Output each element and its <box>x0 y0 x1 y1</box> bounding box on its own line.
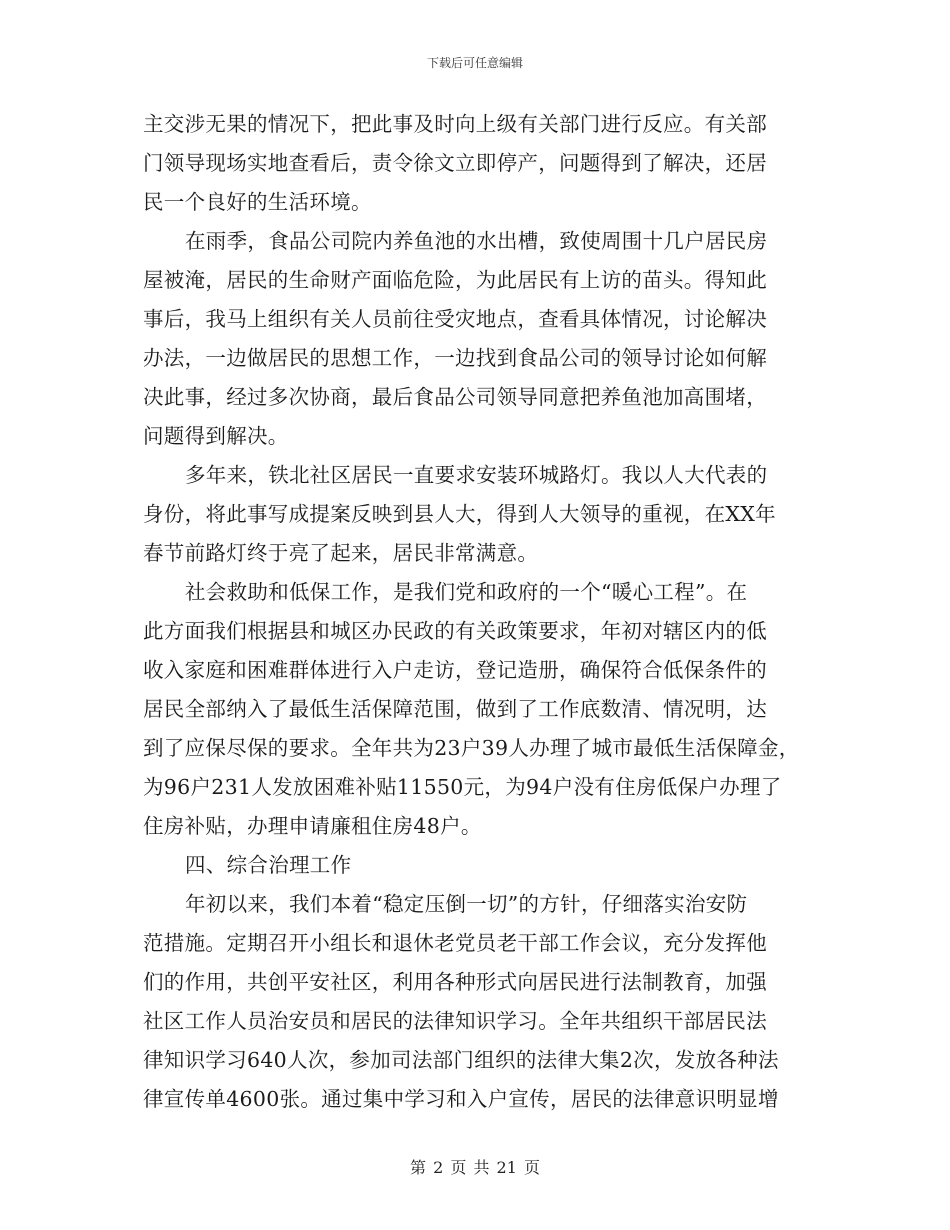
text-line: 身份，将此事写成提案反映到县人大，得到人大领导的重视，在XX年 <box>143 502 776 526</box>
text-line: 为96户231人发放困难补贴11550元，为94户没有住房低保户办理了 <box>143 775 782 799</box>
paragraph-start-line: 年初以来，我们本着“稳定压倒一切”的方针，仔细落实治安防 <box>185 892 748 916</box>
text-line: 春节前路灯终于亮了起来，居民非常满意。 <box>143 541 539 565</box>
text-line: 住房补贴，办理申请廉租住房48户。 <box>143 814 482 838</box>
text-line: 事后，我马上组织有关人员前往受灾地点，查看具体情况，讨论解决 <box>143 307 767 331</box>
text-line: 到了应保尽保的要求。全年共为23户39人办理了城市最低生活保障金， <box>143 736 800 760</box>
text-line: 屋被淹，居民的生命财产面临危险，为此居民有上访的苗头。得知此 <box>143 268 767 292</box>
page-header-note: 下载后可任意编辑 <box>426 56 523 70</box>
text-line: 律宣传单4600张。通过集中学习和入户宣传，居民的法律意识明显增 <box>143 1087 779 1111</box>
text-line: 办法，一边做居民的思想工作，一边找到食品公司的领导讨论如何解 <box>143 346 767 370</box>
paragraph-start-line: 在雨季，食品公司院内养鱼池的水出槽，致使周围十几户居民房 <box>185 229 768 253</box>
paragraph-start-line: 社会救助和低保工作，是我们党和政府的一个“暖心工程”。在 <box>185 580 748 604</box>
section-heading: 四、综合治理工作 <box>185 853 352 877</box>
text-line: 主交涉无果的情况下，把此事及时向上级有关部门进行反应。有关部 <box>143 112 767 136</box>
text-line: 门领导现场实地查看后，责令徐文立即停产，问题得到了解决，还居 <box>143 151 767 175</box>
text-line: 们的作用，共创平安社区，利用各种形式向居民进行法制教育，加强 <box>143 970 767 994</box>
text-line: 收入家庭和困难群体进行入户走访，登记造册，确保符合低保条件的 <box>143 658 767 682</box>
text-line: 社区工作人员治安员和居民的法律知识学习。全年共组织干部居民法 <box>143 1009 767 1033</box>
document-body <box>143 105 807 1119</box>
page-number-footer: 第 2 页 共 21 页 <box>410 1158 540 1177</box>
text-line: 律知识学习640人次，参加司法部门组织的法律大集2次，发放各种法 <box>143 1048 779 1072</box>
text-line: 居民全部纳入了最低生活保障范围，做到了工作底数清、情况明，达 <box>143 697 767 721</box>
text-line: 民一个良好的生活环境。 <box>143 190 372 214</box>
text-line: 此方面我们根据县和城区办民政的有关政策要求，年初对辖区内的低 <box>143 619 767 643</box>
paragraph-start-line: 多年来，铁北社区居民一直要求安装环城路灯。我以人大代表的 <box>185 463 768 487</box>
text-line: 问题得到解决。 <box>143 424 289 448</box>
text-line: 决此事，经过多次协商，最后食品公司领导同意把养鱼池加高围堵， <box>143 385 767 409</box>
text-line: 范措施。定期召开小组长和退休老党员老干部工作会议，充分发挥他 <box>143 931 767 955</box>
